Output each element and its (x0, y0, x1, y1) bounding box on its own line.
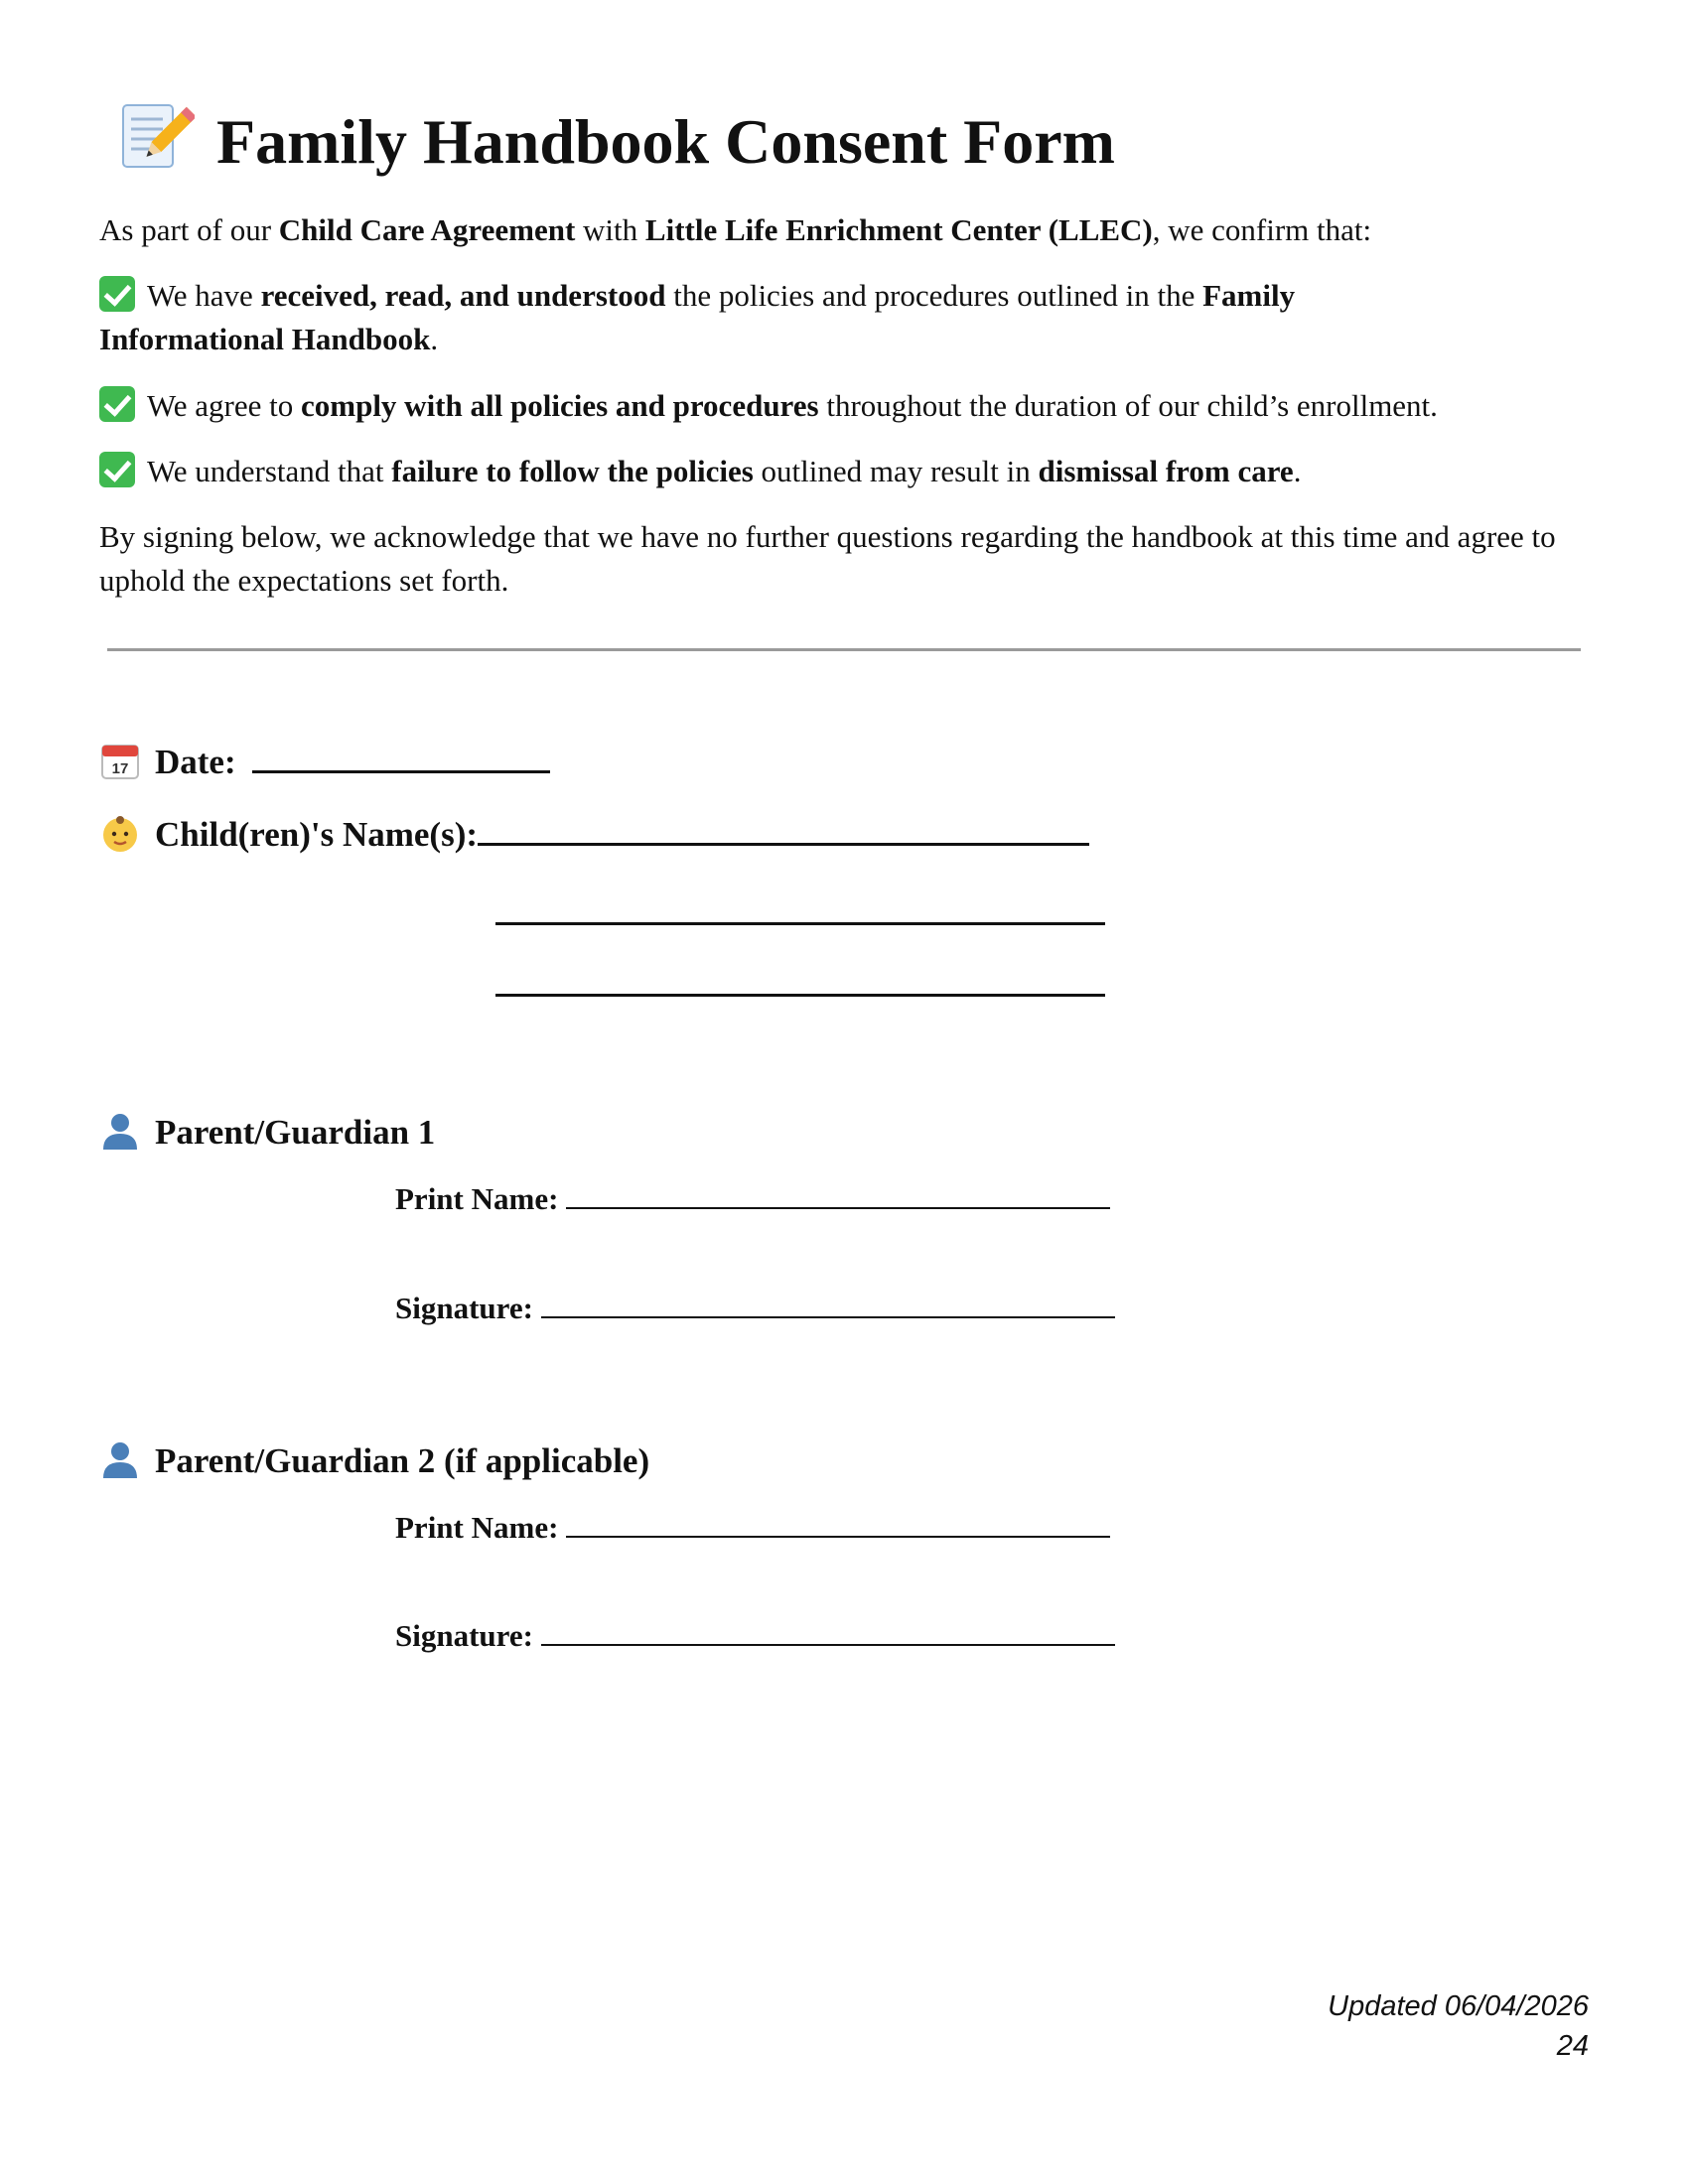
page-title-text: Family Handbook Consent Form (216, 106, 1115, 177)
guardian2-print-name (395, 1510, 1110, 1546)
check-item-comply (99, 384, 1609, 428)
guardian2-print-name-line[interactable] (566, 1510, 1110, 1538)
check-text: outlined may result in (753, 454, 1039, 488)
guardian1-heading (99, 1110, 435, 1153)
child-name-line-2[interactable] (495, 922, 1105, 925)
intro-text: with (575, 212, 645, 247)
children-names-field (99, 812, 1089, 855)
person-silhouette-icon (99, 1438, 141, 1480)
check-text: We agree to (147, 388, 301, 423)
guardian2-signature (395, 1618, 1115, 1654)
check-text: We understand that (147, 454, 392, 488)
check-mark-icon (99, 452, 135, 487)
guardian2-heading (99, 1438, 649, 1481)
intro-text: As part of our (99, 212, 279, 247)
guardian1-signature (395, 1291, 1115, 1326)
check-text: . (1293, 454, 1302, 488)
calendar-icon (99, 740, 141, 781)
guardian1-signature-line[interactable] (541, 1291, 1115, 1318)
check-item-dismissal (99, 450, 1609, 493)
date-label: Date: (155, 743, 236, 781)
section-divider (107, 648, 1581, 651)
check-emphasis: comply with all policies and procedures (301, 388, 819, 423)
footer-updated-date: Updated 06/04/2026 (1328, 1990, 1589, 2022)
check-emphasis: received, read, and understood (260, 278, 666, 313)
date-input-line[interactable] (252, 741, 550, 773)
child-name-line-1[interactable] (478, 813, 1089, 846)
signature-label: Signature: (395, 1618, 533, 1653)
baby-icon (99, 812, 141, 854)
footer-page-number: 24 (1556, 2030, 1589, 2062)
svg-text:17: 17 (111, 760, 129, 777)
intro-paragraph (99, 208, 1609, 252)
intro-agreement-name: Child Care Agreement (278, 212, 576, 247)
person-silhouette-icon (99, 1110, 141, 1152)
children-names-label: Child(ren)'s Name(s): (155, 815, 479, 854)
guardian1-print-name (395, 1181, 1110, 1217)
memo-pencil-icon (117, 97, 195, 175)
signature-label: Signature: (395, 1291, 533, 1325)
check-text: . (430, 322, 439, 356)
guardian2-signature-line[interactable] (541, 1618, 1115, 1646)
guardian1-print-name-line[interactable] (566, 1181, 1110, 1209)
page-title (117, 97, 1115, 179)
intro-text: , we confirm that: (1152, 212, 1372, 247)
guardian2-heading-text: Parent/Guardian 2 (if applicable) (155, 1441, 650, 1480)
check-text: We have (147, 278, 261, 313)
print-name-label: Print Name: (395, 1181, 559, 1216)
check-item-received (99, 274, 1450, 361)
check-emphasis: dismissal from care (1038, 454, 1294, 488)
check-mark-icon (99, 386, 135, 422)
check-mark-icon (99, 276, 135, 312)
intro-center-name: Little Life Enrichment Center (LLEC) (644, 212, 1153, 247)
closing-paragraph: By signing below, we acknowledge that we have no further questions regarding the handbook at this time and agree to uphold the expectations set forth. (99, 519, 1556, 598)
guardian1-heading-text: Parent/Guardian 1 (155, 1113, 436, 1152)
check-text: the policies and procedures outlined in the (665, 278, 1203, 313)
print-name-label: Print Name: (395, 1510, 559, 1545)
check-text: throughout the duration of our child’s enrollment. (818, 388, 1438, 423)
check-emphasis: failure to follow the policies (391, 454, 754, 488)
date-field (99, 740, 550, 782)
check-emphasis: Family Informational Handbook (99, 278, 1296, 356)
child-name-line-3[interactable] (495, 994, 1105, 997)
